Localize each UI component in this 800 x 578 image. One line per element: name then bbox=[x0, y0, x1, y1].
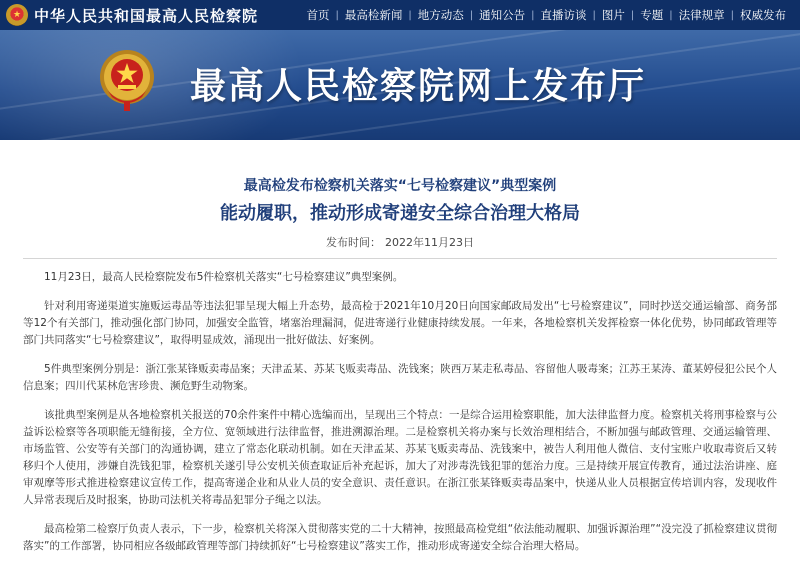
publish-time bbox=[23, 236, 777, 250]
procuratorate-emblem-icon bbox=[98, 47, 156, 113]
nav-laws[interactable]: 法律规章 bbox=[678, 8, 725, 22]
site-name: 中华人民共和国最高人民检察院 bbox=[34, 6, 259, 25]
banner-title: 最高人民检察院网上发布厅 bbox=[190, 65, 647, 107]
nav-live[interactable]: 直播访谈 bbox=[540, 8, 587, 22]
top-bar bbox=[0, 0, 800, 30]
article-paragraph: 针对利用寄递渠道实施贩运毒品等违法犯罪呈现大幅上升态势，最高检于2021年10月20日向国家邮政局发出“七号检察建议”，同时抄送交通运输部、商务部等12个有关部门，推动强化部门协同，加强安全监管，堵塞治理漏洞，促进寄递行业健康持续发展。一年来，各地检察机关发挥检察一体化优势，协同邮政管理等部门共同落实“七号检察建议”，取得明显成效，涌现出一批好做法、好案例。 bbox=[23, 300, 777, 346]
article-kicker: 最高检发布检察机关落实“七号检察建议”典型案例 bbox=[243, 178, 557, 194]
nav-photos[interactable]: 图片 bbox=[601, 8, 625, 22]
nav-local[interactable]: 地方动态 bbox=[417, 8, 464, 22]
site-brand[interactable] bbox=[6, 3, 258, 27]
divider bbox=[23, 258, 777, 259]
publish-date: 2022年11月23日 bbox=[385, 236, 474, 249]
article-paragraph: 11月23日，最高人民检察院发布5件检察机关落实“七号检察建议”典型案例。 bbox=[44, 271, 404, 283]
nav-notices[interactable]: 通知公告 bbox=[479, 8, 526, 22]
main-nav: 首页 | 最高检新闻 | 地方动态 | 通知公告 | 直播访谈 | 图片 | 专题 | 法律规章 | 权威发布 bbox=[301, 0, 793, 30]
article bbox=[23, 140, 777, 555]
article-paragraph: 最高检第二检察厅负责人表示，下一步，检察机关将深入贯彻落实党的二十大精神，按照最高检党组“依法能动履职、加强诉源治理”“没完没了抓检察建议贯彻落实”的工作部署，协同相应各级邮政管理等部门持续抓好“七号检察建议”落实工作，推动形成寄递安全综合治理大格局。 bbox=[23, 523, 777, 552]
nav-topics[interactable]: 专题 bbox=[640, 8, 664, 22]
nav-home[interactable]: 首页 bbox=[306, 8, 330, 22]
nav-releases[interactable]: 权威发布 bbox=[740, 8, 786, 22]
publish-time-label: 发布时间： bbox=[326, 236, 381, 249]
banner bbox=[0, 30, 800, 140]
article-paragraph: 5件典型案例分别是：浙江张某锋贩卖毒品案；天津孟某、苏某飞贩卖毒品、洗钱案；陕西万某走私毒品、容留他人吸毒案；江苏王某涛、董某婷侵犯公民个人信息案；四川代某林危害珍贵、濒危野生动物案。 bbox=[23, 363, 777, 392]
nav-news[interactable]: 最高检新闻 bbox=[344, 8, 403, 22]
procuratorate-emblem-icon: ★ bbox=[6, 4, 28, 26]
article-headline: 能动履职，推动形成寄递安全综合治理大格局 bbox=[220, 203, 580, 224]
article-paragraph: 该批典型案例是从各地检察机关报送的70余件案件中精心选编而出，呈现出三个特点：一是综合运用检察职能，加大法律监督力度。检察机关将刑事检察与公益诉讼检察等各项职能无缝衔接，全方位、宽领域进行法律监督，推进溯源治理。二是检察机关将办案与长效治理相结合，不断加强与邮政管理、交通运输管理、市场监管、公安等有关部门的沟通协调，建立了常态化联动机制。如在天津孟某、苏某飞贩卖毒品、洗钱案中，被告人利用他人微信、支付宝账户收取毒资后又转移归个人使用，涉嫌自洗钱犯罪，检察机关遂引导公安机关侦查取证后补充起诉，加大了对涉毒洗钱犯罪的惩治力度。三是持续开展宣传教育，通过法治讲座、庭审观摩等形式推进检察建议宣传工作，提高寄递企业和从业人员的安全意识、责任意识。在浙江张某锋贩卖毒品案中，快递从业人员根据宣传培训内容，发现收件人异常表现后及时报案，协助司法机关将毒品犯罪分子绳之以法。 bbox=[23, 409, 777, 506]
